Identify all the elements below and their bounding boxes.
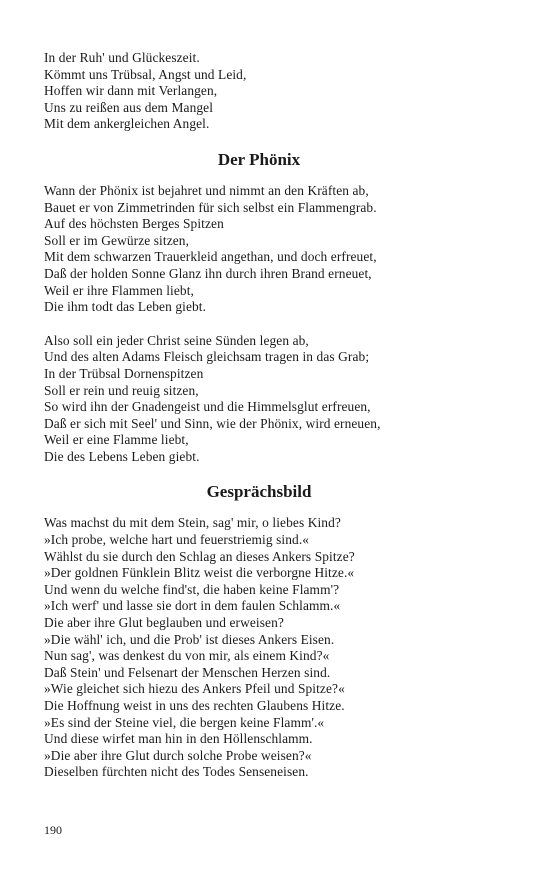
verse-line: So wird ihn der Gnadengeist und die Himmelsglut erfreuen, [44, 399, 371, 415]
verse-line: Und des alten Adams Fleisch gleichsam tragen in das Grab; [44, 349, 370, 365]
verse-line: Daß der holden Sonne Glanz ihn durch ihren Brand erneuet, [44, 265, 372, 281]
verse-line: Die aber ihre Glut beglauben und erweisen? [44, 615, 284, 631]
verse-line: Dieselben fürchten nicht des Todes Senseneisen. [44, 764, 309, 780]
verse-line: Hoffen wir dann mit Verlangen, [44, 83, 218, 99]
verse-line: Mit dem ankergleichen Angel. [44, 116, 210, 132]
verse-line: Was machst du mit dem Stein, sag' mir, o liebes Kind? [44, 515, 341, 531]
phoenix-stanza-1 [44, 183, 514, 316]
phoenix-stanza-2 [44, 333, 514, 466]
verse-line: Also soll ein jeder Christ seine Sünden legen ab, [44, 332, 309, 348]
verse-line: »Ich werf' und lasse sie dort in dem faulen Schlamm.« [44, 598, 341, 614]
verse-line: In der Trübsal Dornenspitzen [44, 365, 204, 381]
verse-line: Die Hoffnung weist in uns des rechten Glaubens Hitze. [44, 698, 345, 713]
verse-line: Soll er im Gewürze sitzen, [44, 232, 190, 248]
verse-line: Nun sag', was denkest du von mir, als einem Kind?« [44, 648, 330, 664]
verse-line: Wählst du sie durch den Schlag an dieses Ankers Spitze? [44, 548, 355, 564]
poem-title-phoenix: Der Phönix [217, 149, 301, 169]
verse-line: Wann der Phönix ist bejahret und nimmt an den Kräften ab, [44, 182, 369, 198]
verse-line: »Wie gleichet sich hiezu des Ankers Pfeil und Spitze?« [44, 681, 345, 697]
verse-line: Daß Stein' und Felsenart der Menschen Herzen sind. [44, 664, 331, 680]
verse-line: Soll er rein und reuig sitzen, [44, 382, 199, 398]
verse-line: In der Ruh' und Glückeszeit. [44, 50, 200, 65]
verse-line: Weil er ihre Flammen liebt, [44, 282, 194, 298]
poem-title-gespraechsbild: Gesprächsbild [206, 482, 312, 502]
verse-line: »Ich probe, welche hart und feuerstriemig sind.« [44, 532, 310, 548]
verse-line: »Es sind der Steine viel, die bergen keine Flamm'.« [44, 714, 325, 730]
verse-line: »Die wähl' ich, und die Prob' ist dieses Ankers Eisen. [44, 631, 335, 647]
verse-line: Und diese wirfet man hin in den Höllenschlamm. [44, 731, 313, 747]
page-body [44, 50, 514, 798]
verse-line: Und wenn du welche find'st, die haben keine Flamm'? [44, 581, 340, 597]
verse-line: Die des Lebens Leben giebt. [44, 448, 200, 464]
verse-line: Kömmt uns Trübsal, Angst und Leid, [44, 66, 247, 82]
verse-line: Weil er eine Flamme liebt, [44, 432, 189, 448]
verse-line: Mit dem schwarzen Trauerkleid angethan, und doch erfreuet, [44, 249, 377, 265]
verse-line: »Die aber ihre Glut durch solche Probe weisen?« [44, 747, 312, 763]
verse-line: Die ihm todt das Leben giebt. [44, 299, 207, 315]
verse-line: »Der goldnen Fünklein Blitz weist die verborgne Hitze.« [44, 565, 355, 581]
verse-line: Daß er sich mit Seel' und Sinn, wie der Phönix, wird erneuen, [44, 415, 381, 431]
verse-line: Uns zu reißen aus dem Mangel [44, 99, 214, 115]
verse-line: Auf des höchsten Berges Spitzen [44, 216, 224, 232]
gespraechsbild-stanza [44, 515, 514, 781]
verse-line: Bauet er von Zimmetrinden für sich selbst ein Flammengrab. [44, 199, 377, 215]
intro-stanza [44, 50, 514, 133]
page-number: 190 [44, 823, 62, 837]
